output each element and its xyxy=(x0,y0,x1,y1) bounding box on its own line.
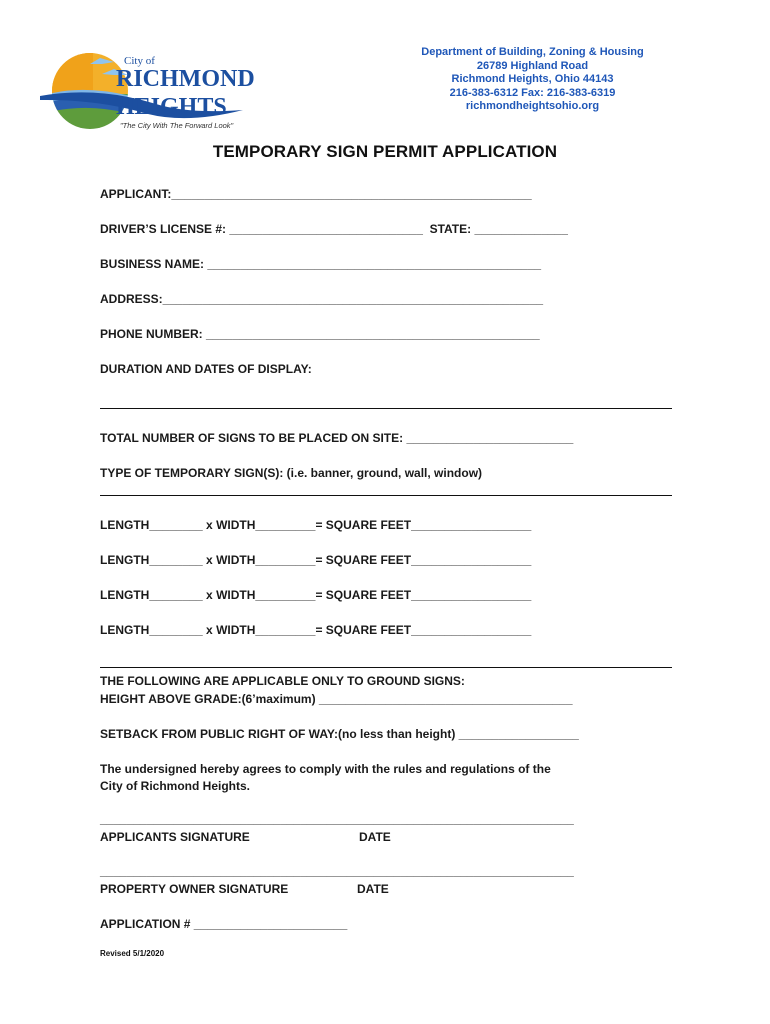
dimension-row[interactable]: LENGTH________ x WIDTH_________= SQUARE FEET__________________ xyxy=(100,588,532,602)
total-signs-field[interactable]: TOTAL NUMBER OF SIGNS TO BE PLACED ON SITE: _________________________ xyxy=(100,431,574,445)
applicant-signature-line[interactable]: _______________________________________________________________________ xyxy=(100,812,574,826)
ground-signs-heading: THE FOLLOWING ARE APPLICABLE ONLY TO GROUND SIGNS: xyxy=(100,674,465,688)
owner-signature-line[interactable]: _______________________________________________________________________ xyxy=(100,864,574,878)
sign-type-entry-line[interactable] xyxy=(100,495,672,496)
agreement-text-line1: The undersigned hereby agrees to comply with the rules and regulations of the xyxy=(100,762,551,776)
logo-city-of: City of xyxy=(124,55,155,67)
department-name: Department of Building, Zoning & Housing xyxy=(421,46,644,58)
department-contact-block xyxy=(405,46,660,114)
logo-richmond: RICHMOND xyxy=(116,66,255,92)
website: richmondheightsohio.org xyxy=(465,100,600,113)
city-state-zip: Richmond Heights, Ohio 44143 xyxy=(451,73,614,86)
dimension-row[interactable]: LENGTH________ x WIDTH_________= SQUARE FEET__________________ xyxy=(100,553,532,567)
application-number-field[interactable]: APPLICATION # _______________________ xyxy=(100,917,348,931)
logo-heights: HEIGHTS xyxy=(116,94,227,120)
duration-entry-line[interactable] xyxy=(100,408,672,409)
street-address: 26789 Highland Road xyxy=(476,59,589,72)
owner-signature-label: PROPERTY OWNER SIGNATURE xyxy=(100,882,289,896)
height-above-grade-field[interactable]: HEIGHT ABOVE GRADE:(6’maximum) ______________________________________ xyxy=(100,692,573,706)
logo-tagline: "The City With The Forward Look" xyxy=(120,121,234,130)
phone-fax: 216-383-6312 Fax: 216-383-6319 xyxy=(449,86,616,99)
section-divider xyxy=(100,667,672,668)
applicant-field[interactable]: APPLICANT:______________________________________________________ xyxy=(100,187,532,201)
duration-label: DURATION AND DATES OF DISPLAY: xyxy=(100,362,312,376)
revision-note: Revised 5/1/2020 xyxy=(100,949,165,958)
drivers-license-field[interactable]: DRIVER’S LICENSE #: _____________________________ STATE: ______________ xyxy=(100,222,568,236)
dimension-row[interactable]: LENGTH________ x WIDTH_________= SQUARE FEET__________________ xyxy=(100,623,532,637)
owner-date-label: DATE xyxy=(357,882,389,896)
city-logo xyxy=(38,44,278,140)
setback-field[interactable]: SETBACK FROM PUBLIC RIGHT OF WAY:(no less than height) __________________ xyxy=(100,727,579,741)
applicant-signature-label: APPLICANTS SIGNATURE xyxy=(100,830,250,844)
phone-number-field[interactable]: PHONE NUMBER: __________________________________________________ xyxy=(100,327,540,341)
agreement-text-line2: City of Richmond Heights. xyxy=(100,779,250,793)
page-title: TEMPORARY SIGN PERMIT APPLICATION xyxy=(212,142,558,161)
sign-type-label: TYPE OF TEMPORARY SIGN(S): (i.e. banner, ground, wall, window) xyxy=(100,466,483,480)
business-name-field[interactable]: BUSINESS NAME: __________________________________________________ xyxy=(100,257,542,271)
dimension-row[interactable]: LENGTH________ x WIDTH_________= SQUARE FEET__________________ xyxy=(100,518,532,532)
address-field[interactable]: ADDRESS:_________________________________________________________ xyxy=(100,292,544,306)
applicant-date-label: DATE xyxy=(359,830,391,844)
